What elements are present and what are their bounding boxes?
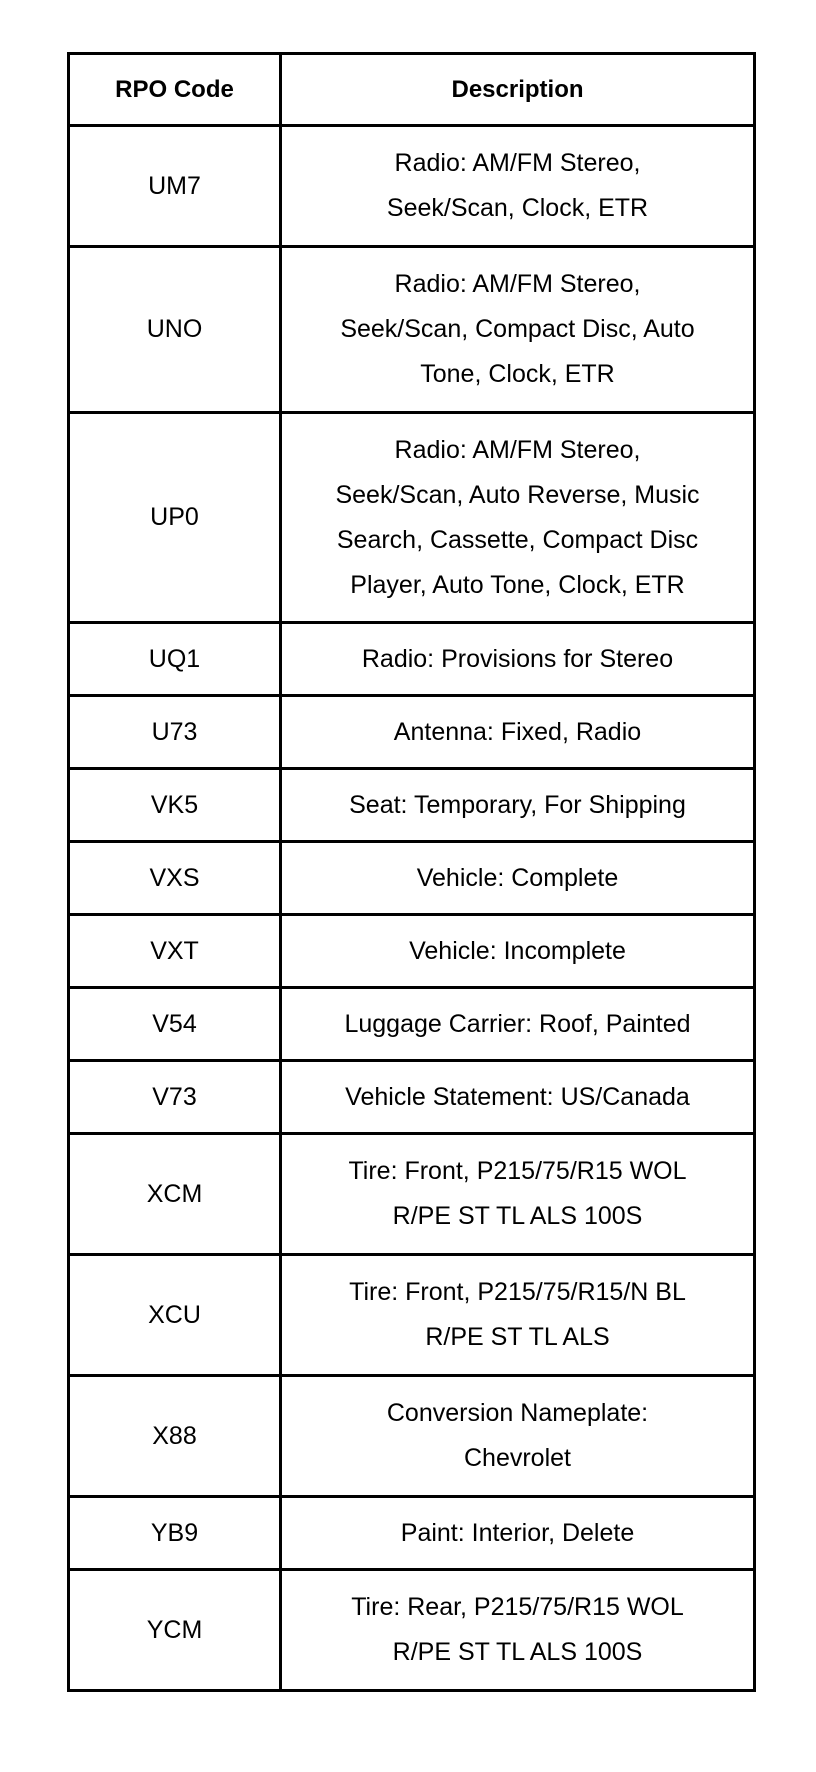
description-cell xyxy=(281,247,755,413)
description-cell xyxy=(281,126,755,247)
description-cell xyxy=(281,1255,755,1376)
description-line: R/PE ST TL ALS 100S xyxy=(392,1638,643,1666)
description-line: Conversion Nameplate: xyxy=(386,1399,649,1427)
rpo-code-cell: XCU xyxy=(69,1255,281,1376)
description-line: Chevrolet xyxy=(464,1444,571,1472)
table-row xyxy=(69,769,755,842)
description-line: Search, Cassette, Compact Disc xyxy=(336,525,699,554)
description-cell xyxy=(281,623,755,696)
rpo-code-cell: V54 xyxy=(69,988,281,1061)
description-line: Vehicle: Complete xyxy=(416,863,619,892)
rpo-code-cell: UP0 xyxy=(69,413,281,623)
description-line: Tire: Front, P215/75/R15 WOL xyxy=(348,1157,687,1185)
description-cell xyxy=(281,696,755,769)
table-row xyxy=(69,413,755,623)
description-line: Seek/Scan, Auto Reverse, Music xyxy=(335,480,700,509)
rpo-code-cell: UM7 xyxy=(69,126,281,247)
table-row xyxy=(69,623,755,696)
description-line: Tone, Clock, ETR xyxy=(420,360,615,388)
description-line: Tire: Rear, P215/75/R15 WOL xyxy=(351,1593,684,1621)
table-row xyxy=(69,988,755,1061)
table-row xyxy=(69,247,755,413)
table-row xyxy=(69,696,755,769)
table-row xyxy=(69,1497,755,1570)
header-rpo-code: RPO Code xyxy=(69,54,281,126)
rpo-code-cell: YB9 xyxy=(69,1497,281,1570)
table-row xyxy=(69,1255,755,1376)
description-line: R/PE ST TL ALS 100S xyxy=(392,1202,643,1230)
description-cell xyxy=(281,769,755,842)
table-row xyxy=(69,1061,755,1134)
description-line: Seek/Scan, Compact Disc, Auto xyxy=(340,315,695,343)
description-line: Radio: Provisions for Stereo xyxy=(361,644,674,673)
rpo-code-cell: U73 xyxy=(69,696,281,769)
rpo-code-cell: VXT xyxy=(69,915,281,988)
description-cell xyxy=(281,988,755,1061)
rpo-code-cell: UNO xyxy=(69,247,281,413)
rpo-code-cell: X88 xyxy=(69,1376,281,1497)
description-cell xyxy=(281,1570,755,1691)
description-cell xyxy=(281,1376,755,1497)
table-row xyxy=(69,915,755,988)
description-line: Paint: Interior, Delete xyxy=(400,1518,635,1547)
description-cell xyxy=(281,1497,755,1570)
description-line: Radio: AM/FM Stereo, xyxy=(394,435,641,464)
description-line: Antenna: Fixed, Radio xyxy=(393,717,642,746)
description-cell xyxy=(281,1061,755,1134)
table-row xyxy=(69,126,755,247)
table-row xyxy=(69,1376,755,1497)
rpo-code-cell: UQ1 xyxy=(69,623,281,696)
rpo-code-cell: V73 xyxy=(69,1061,281,1134)
table-row xyxy=(69,1570,755,1691)
description-cell xyxy=(281,915,755,988)
description-cell xyxy=(281,1134,755,1255)
description-line: Vehicle Statement: US/Canada xyxy=(345,1082,690,1111)
rpo-code-cell: YCM xyxy=(69,1570,281,1691)
rpo-code-cell: XCM xyxy=(69,1134,281,1255)
rpo-code-cell: VK5 xyxy=(69,769,281,842)
description-line: R/PE ST TL ALS xyxy=(425,1323,610,1351)
description-cell xyxy=(281,842,755,915)
description-line: Seat: Temporary, For Shipping xyxy=(349,790,686,819)
description-line: Luggage Carrier: Roof, Painted xyxy=(344,1009,691,1038)
header-description: Description xyxy=(281,54,755,126)
table-row xyxy=(69,842,755,915)
description-line: Seek/Scan, Clock, ETR xyxy=(386,194,649,222)
table-header-row xyxy=(69,54,755,126)
description-cell xyxy=(281,413,755,623)
rpo-code-cell: VXS xyxy=(69,842,281,915)
rpo-code-table xyxy=(67,52,756,1692)
description-line: Vehicle: Incomplete xyxy=(409,936,626,965)
description-line: Player, Auto Tone, Clock, ETR xyxy=(350,570,685,599)
description-line: Tire: Front, P215/75/R15/N BL xyxy=(349,1278,686,1306)
table-row xyxy=(69,1134,755,1255)
description-line: Radio: AM/FM Stereo, xyxy=(394,270,641,298)
description-line: Radio: AM/FM Stereo, xyxy=(394,149,641,177)
